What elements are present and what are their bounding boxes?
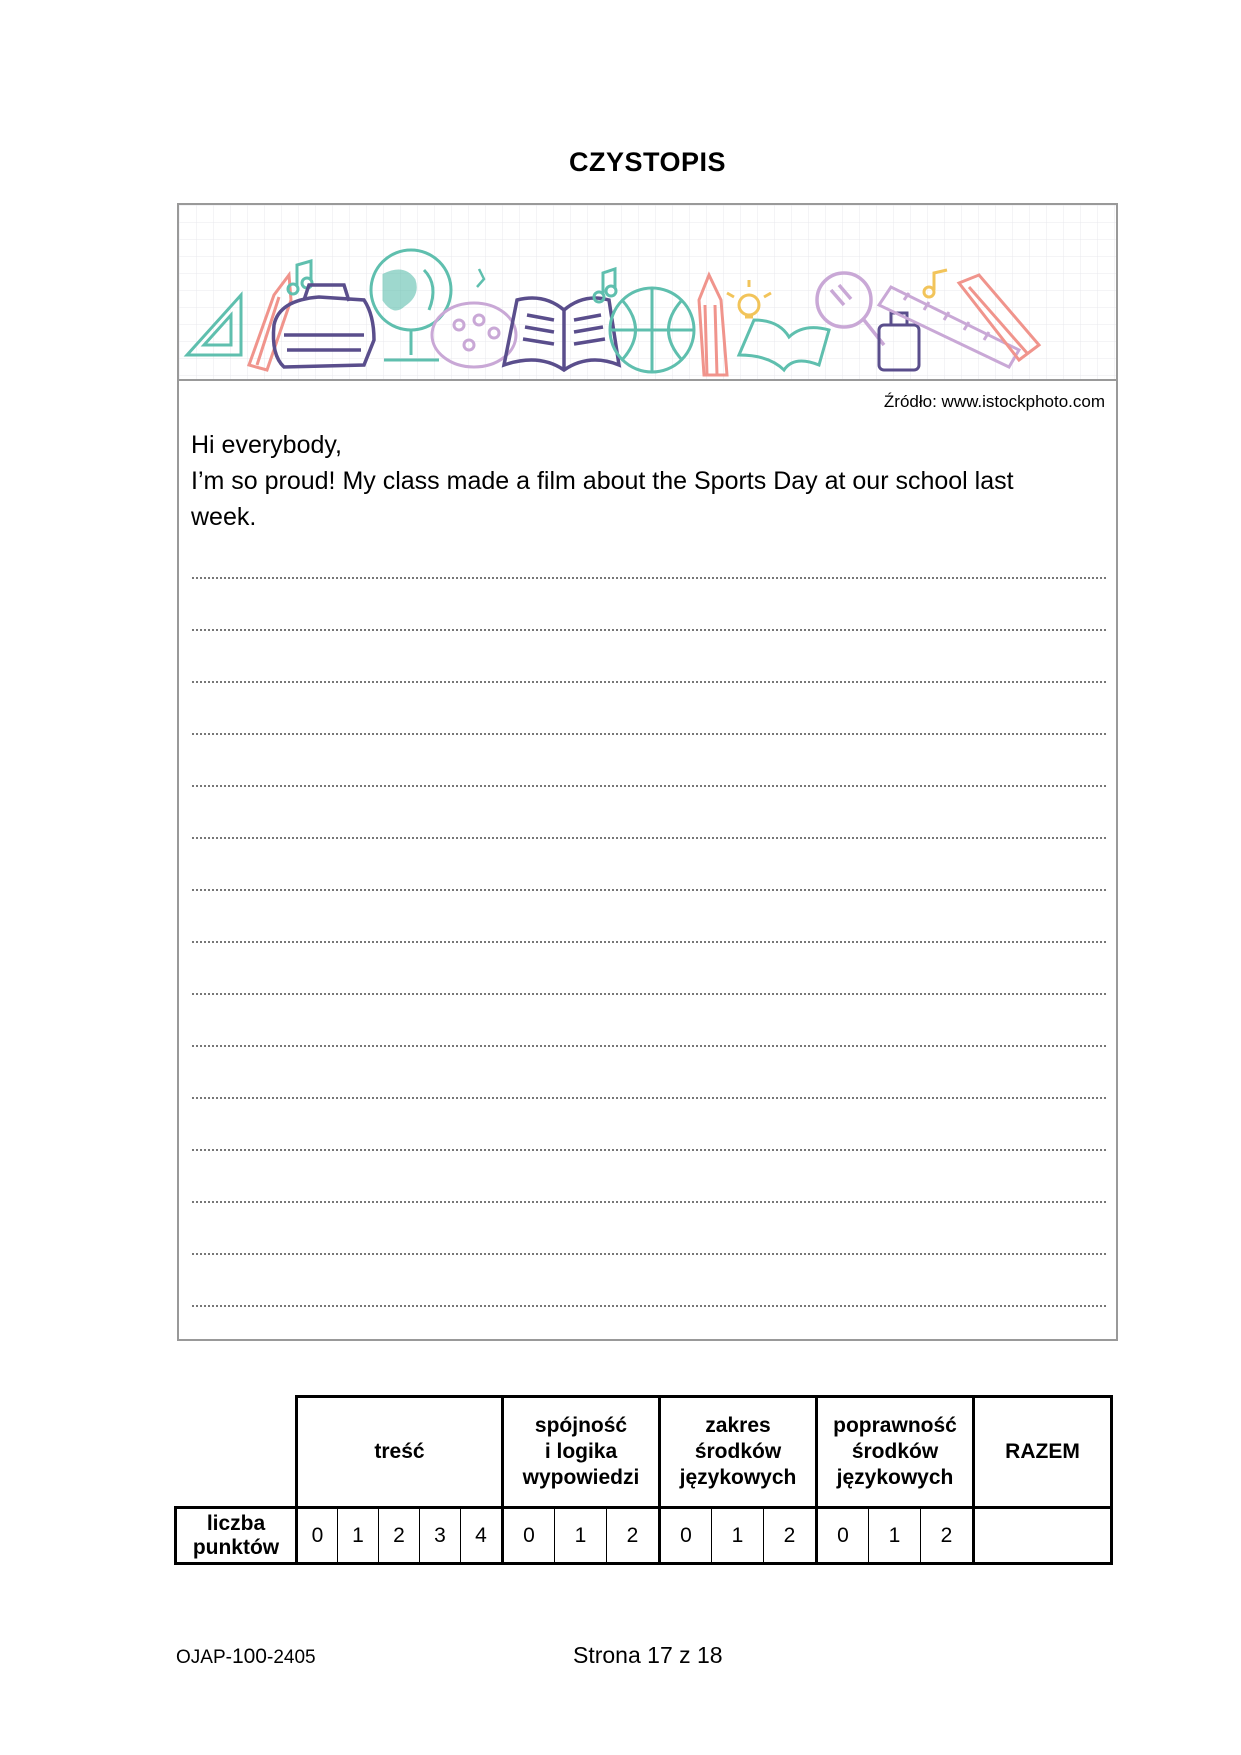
writing-line[interactable] <box>191 993 1106 995</box>
header-razem: RAZEM <box>974 1397 1112 1508</box>
score-cell[interactable]: 0 <box>817 1508 869 1564</box>
writing-line[interactable] <box>191 785 1106 787</box>
header-poprawnosc: poprawność środków językowych <box>817 1397 974 1508</box>
letter-line: Hi everybody, <box>191 431 342 459</box>
image-source: Źródło: www.istockphoto.com <box>883 392 1105 411</box>
razem-cell[interactable] <box>974 1508 1112 1564</box>
score-cell[interactable]: 2 <box>379 1508 420 1564</box>
header-zakres: zakres środków językowych <box>660 1397 817 1508</box>
page-number: Strona 17 z 18 <box>573 1642 723 1668</box>
score-cell[interactable]: 0 <box>297 1508 338 1564</box>
page-title: CZYSTOPIS <box>568 147 727 177</box>
empty-corner <box>176 1397 297 1508</box>
writing-line[interactable] <box>191 681 1106 683</box>
writing-line[interactable] <box>191 941 1106 943</box>
writing-line[interactable] <box>191 629 1106 631</box>
score-cell[interactable]: 1 <box>555 1508 607 1564</box>
writing-line[interactable] <box>191 577 1106 579</box>
writing-box <box>177 203 1118 1341</box>
score-cell[interactable]: 1 <box>712 1508 764 1564</box>
letter-line: I’m so proud! My class made a film about the Sports Day at our school last <box>191 467 1014 495</box>
letter-line: week. <box>191 503 257 531</box>
ball-icon <box>610 288 694 372</box>
header-spojnosc: spójność i logika wypowiedzi <box>503 1397 660 1508</box>
writing-line[interactable] <box>191 1201 1106 1203</box>
score-cell[interactable]: 0 <box>660 1508 712 1564</box>
letter-text <box>191 427 1106 535</box>
score-cell[interactable]: 1 <box>338 1508 379 1564</box>
exam-code: OJAP-100-2405 <box>176 1645 316 1668</box>
score-cell[interactable]: 1 <box>869 1508 921 1564</box>
row-label: liczba punktów <box>176 1508 297 1564</box>
writing-line[interactable] <box>191 889 1106 891</box>
score-cell[interactable]: 3 <box>420 1508 461 1564</box>
score-cell[interactable]: 0 <box>503 1508 555 1564</box>
writing-line[interactable] <box>191 1149 1106 1151</box>
school-supplies-illustration <box>179 205 1116 381</box>
score-cell[interactable]: 2 <box>921 1508 974 1564</box>
writing-line[interactable] <box>191 733 1106 735</box>
score-cell[interactable]: 4 <box>461 1508 503 1564</box>
score-cell[interactable]: 2 <box>764 1508 817 1564</box>
score-cell[interactable]: 2 <box>607 1508 660 1564</box>
writing-line[interactable] <box>191 1253 1106 1255</box>
writing-line[interactable] <box>191 837 1106 839</box>
writing-line[interactable] <box>191 1097 1106 1099</box>
scoring-table <box>174 1395 1113 1565</box>
writing-line[interactable] <box>191 1305 1106 1307</box>
writing-line[interactable] <box>191 1045 1106 1047</box>
header-tresc: treść <box>297 1397 503 1508</box>
